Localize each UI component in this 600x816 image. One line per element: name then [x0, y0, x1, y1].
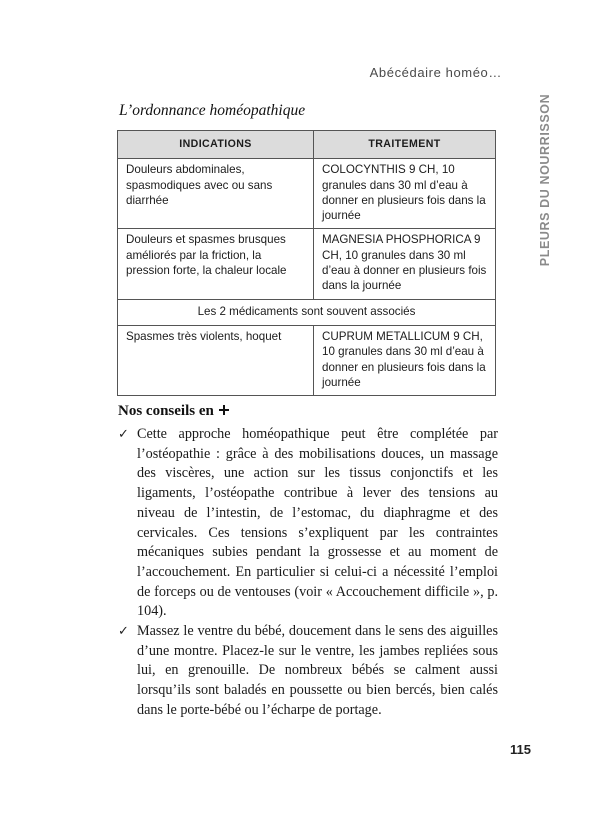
table-row	[118, 325, 496, 395]
indication-cell: Douleurs abdominales, spasmodiques avec ou sans diarrhée	[118, 159, 314, 229]
list-item	[118, 622, 498, 721]
page-number: 115	[510, 742, 531, 757]
section-title: L’ordonnance homéopathique	[119, 102, 306, 119]
header-traitement: TRAITEMENT	[314, 131, 496, 159]
checkmark-icon: ✓	[118, 427, 129, 442]
table-note-row	[118, 299, 496, 325]
prescription-table	[117, 130, 496, 396]
advice-text: Massez le ventre du bébé, doucement dans le sens des aiguilles d’une montre. Placez-le sur le ventre, les jambes repliées sous lui, en grenouille. De nombreux bébés se calment aussi lorsqu’ils sont baladés en poussette ou bien bercés, bien calés dans le porte-bébé ou l’écharpe de portage.	[137, 623, 498, 718]
list-item	[118, 425, 498, 622]
advice-heading-text: Nos conseils en	[118, 403, 214, 419]
table-row	[118, 159, 496, 229]
indication-cell: Douleurs et spasmes brusques améliorés par la friction, la pression forte, la chaleur locale	[118, 229, 314, 299]
table-note: Les 2 médicaments sont souvent associés	[118, 299, 496, 325]
table-row	[118, 229, 496, 299]
treatment-cell: MAGNESIA PHOSPHORICA 9 CH, 10 granules dans 30 ml d’eau à donner en plusieurs fois dans la journée	[314, 229, 496, 299]
running-head: Abécédaire homéo…	[369, 65, 502, 80]
advice-list	[118, 425, 498, 721]
advice-heading	[118, 403, 229, 420]
plus-icon	[219, 405, 229, 415]
side-tab-label: PLEURS DU NOURRISSON	[538, 93, 552, 267]
checkmark-icon: ✓	[118, 624, 129, 640]
side-tab	[535, 93, 555, 267]
header-indications: INDICATIONS	[118, 131, 314, 159]
treatment-cell: CUPRUM METALLICUM 9 CH, 10 granules dans 30 ml d’eau à donner en plusieurs fois dans la journée	[314, 325, 496, 395]
treatment-cell: COLOCYNTHIS 9 CH, 10 granules dans 30 ml d’eau à donner en plusieurs fois dans la journée	[314, 159, 496, 229]
advice-text: Cette approche homéopathique peut être complétée par l’ostéopathie : grâce à des mobilisations douces, un massage des viscères, une action sur les tissus conjonctifs et les ligaments, l’ostéopathe contribue à lever des tensions au niveau de l’intestin, de l’estomac, du diaphragme et des cervicales. Ces tensions s’expliquent par les contraintes mécaniques subies pendant la grossesse et au moment de l’accouchement. En particulier si celui-ci a nécessité l’emploi de forceps ou de ventouses (voir « Accouchement difficile », p. 104).	[137, 426, 498, 620]
table-header-row	[118, 131, 496, 159]
indication-cell: Spasmes très violents, hoquet	[118, 325, 314, 395]
